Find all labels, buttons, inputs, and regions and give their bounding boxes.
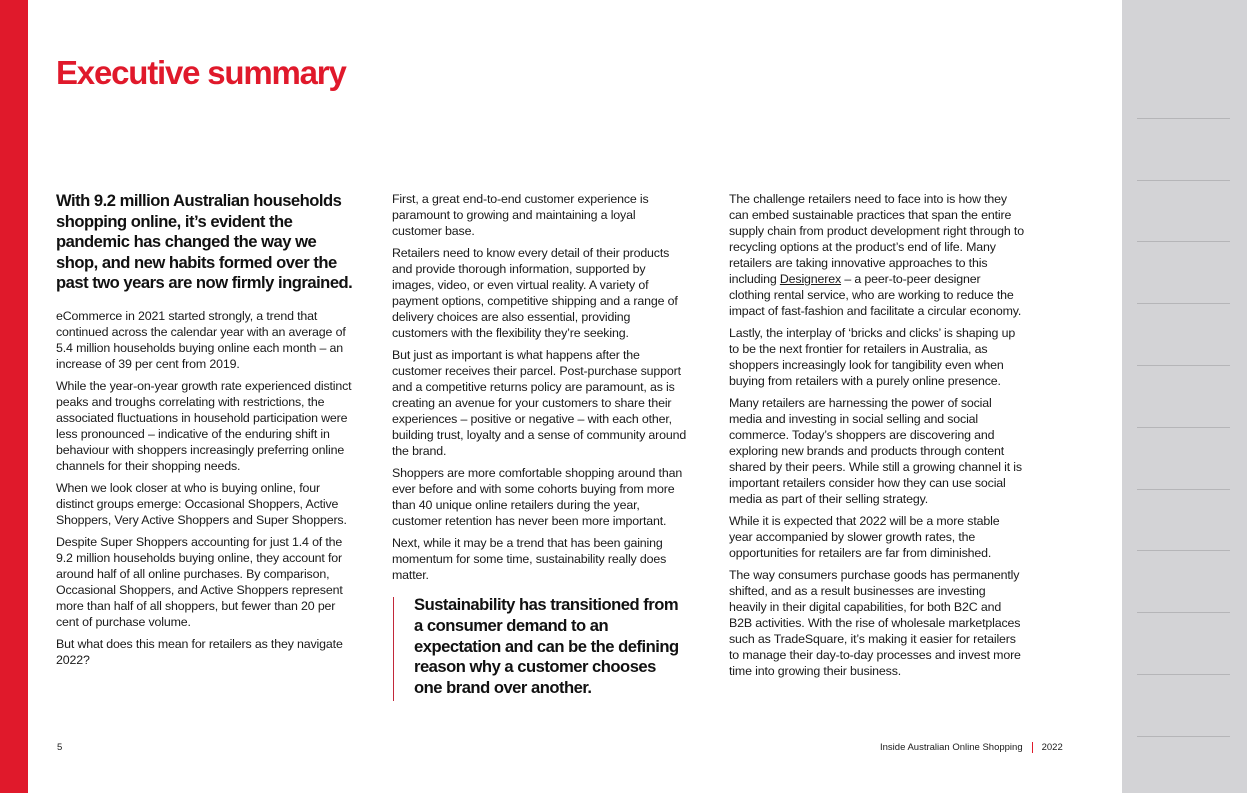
paragraph: The way consumers purchase goods has permanently shifted, and as a result businesses are investing heavily in their digital capabilities, for both B2C and B2B activities. With the rise of wholesale marketplaces such as TradeSquare, it’s making it easier for retailers to manage their day-to-day processes and invest more time into growing their business. bbox=[729, 568, 1021, 678]
paragraph: When we look closer at who is buying online, four distinct groups emerge: Occasional Shoppers, Active Shoppers, Very Active Shoppers and Super Shoppers. bbox=[56, 480, 347, 527]
side-panel-rule bbox=[1137, 241, 1230, 242]
paragraph-text: The challenge retailers need to face into is how they can embed sustainable practices that span the entire supply chain from product development right through to recycling options at the product’s end of life. Many retailers are taking innovative approaches to this including bbox=[729, 192, 1024, 286]
footer bbox=[880, 742, 1063, 753]
side-panel-rule bbox=[1137, 550, 1230, 551]
pull-quote-text: Sustainability has transitioned from a consumer demand to an expectation and can be the defining reason why a customer chooses one brand over another. bbox=[414, 595, 679, 698]
pull-quote-bar bbox=[393, 597, 394, 701]
lead-paragraph: With 9.2 million Australian households shopping online, it’s evident the pandemic has changed the way we shop, and new habits formed over the past two years are now firmly ingrained. bbox=[56, 191, 353, 293]
side-panel-rule bbox=[1137, 612, 1230, 613]
paragraph: But what does this mean for retailers as they navigate 2022? bbox=[56, 636, 343, 667]
paragraph: eCommerce in 2021 started strongly, a trend that continued across the calendar year with an average of 5.4 million households buying online each month – an increase of 39 per cent from 2019. bbox=[56, 308, 346, 371]
designerex-link[interactable]: Designerex bbox=[779, 272, 842, 286]
footer-year: 2022 bbox=[1041, 742, 1063, 753]
paragraph: First, a great end-to-end customer experience is paramount to growing and maintaining a loyal customer base. bbox=[392, 192, 649, 238]
page-number: 5 bbox=[57, 742, 63, 753]
paragraph: Retailers need to know every detail of their products and provide thorough information, supported by images, video, or even virtual reality. A variety of payment options, competitive shipping and a range of delivery choices are also essential, providing customers with the flexibility they’re seeking. bbox=[392, 246, 678, 340]
side-panel bbox=[1122, 0, 1247, 793]
paragraph bbox=[729, 191, 1024, 319]
paragraph: Many retailers are harnessing the power of social media and investing in social selling and social commerce. Today’s shoppers are discovering and exploring new brands and products through content shared by their peers. While still a growing channel it is important retailers consider how they can use social media as part of their selling strategy. bbox=[729, 396, 1022, 506]
paragraph: While it is expected that 2022 will be a more stable year accompanied by slower growth rates, the opportunities for retailers are far from diminished. bbox=[729, 514, 1000, 560]
accent-red-bar bbox=[0, 0, 28, 793]
paragraph: Despite Super Shoppers accounting for just 1.4 of the 9.2 million households buying online, they account for around half of all online purchases. By comparison, Occasional Shoppers, and Active Shoppers represent more than half of all shoppers, but fewer than 20 per cent of purchase volume. bbox=[56, 534, 343, 629]
pull-quote bbox=[392, 595, 687, 699]
paragraph: But just as important is what happens after the customer receives their parcel. Post-purchase support and a competitive returns policy are paramount, as is creating an avenue for your customers to share their experiences – positive or negative – with each other, building trust, loyalty and a sense of community around the brand. bbox=[392, 348, 687, 458]
footer-publication: Inside Australian Online Shopping bbox=[880, 742, 1023, 753]
column-3 bbox=[729, 191, 1024, 685]
paragraph-text: – a peer-to-peer designer clothing rental service, who are working to reduce the impact of fast-fashion and facilitate a circular economy. bbox=[729, 272, 1022, 318]
paragraph: Shoppers are more comfortable shopping around than ever before and with some cohorts buying from more than 40 unique online retailers during the year, customer retention has never been more important. bbox=[392, 466, 683, 528]
page-title: Executive summary bbox=[56, 54, 346, 91]
side-panel-rule bbox=[1137, 365, 1230, 366]
side-panel-rule bbox=[1137, 489, 1230, 490]
footer-divider bbox=[1032, 742, 1033, 753]
column-2 bbox=[392, 191, 687, 699]
side-panel-rule bbox=[1137, 180, 1230, 181]
side-panel-rule bbox=[1137, 303, 1230, 304]
paragraph: Lastly, the interplay of ‘bricks and clicks’ is shaping up to be the next frontier for retailers in Australia, as shoppers increasingly look for tangibility even when buying from retailers with a purely online presence. bbox=[729, 326, 1016, 388]
side-panel-rule bbox=[1137, 674, 1230, 675]
side-panel-rule bbox=[1137, 118, 1230, 119]
column-1 bbox=[56, 191, 356, 674]
paragraph: Next, while it may be a trend that has been gaining momentum for some time, sustainability really does matter. bbox=[392, 536, 667, 582]
paragraph: While the year-on-year growth rate experienced distinct peaks and troughs correlating with restrictions, the associated fluctuations in household participation were less pronounced – indicative of the enduring shift in behaviour with shoppers increasingly preferring online channels for their shopping needs. bbox=[56, 378, 352, 473]
side-panel-rule bbox=[1137, 736, 1230, 737]
side-panel-rule bbox=[1137, 427, 1230, 428]
